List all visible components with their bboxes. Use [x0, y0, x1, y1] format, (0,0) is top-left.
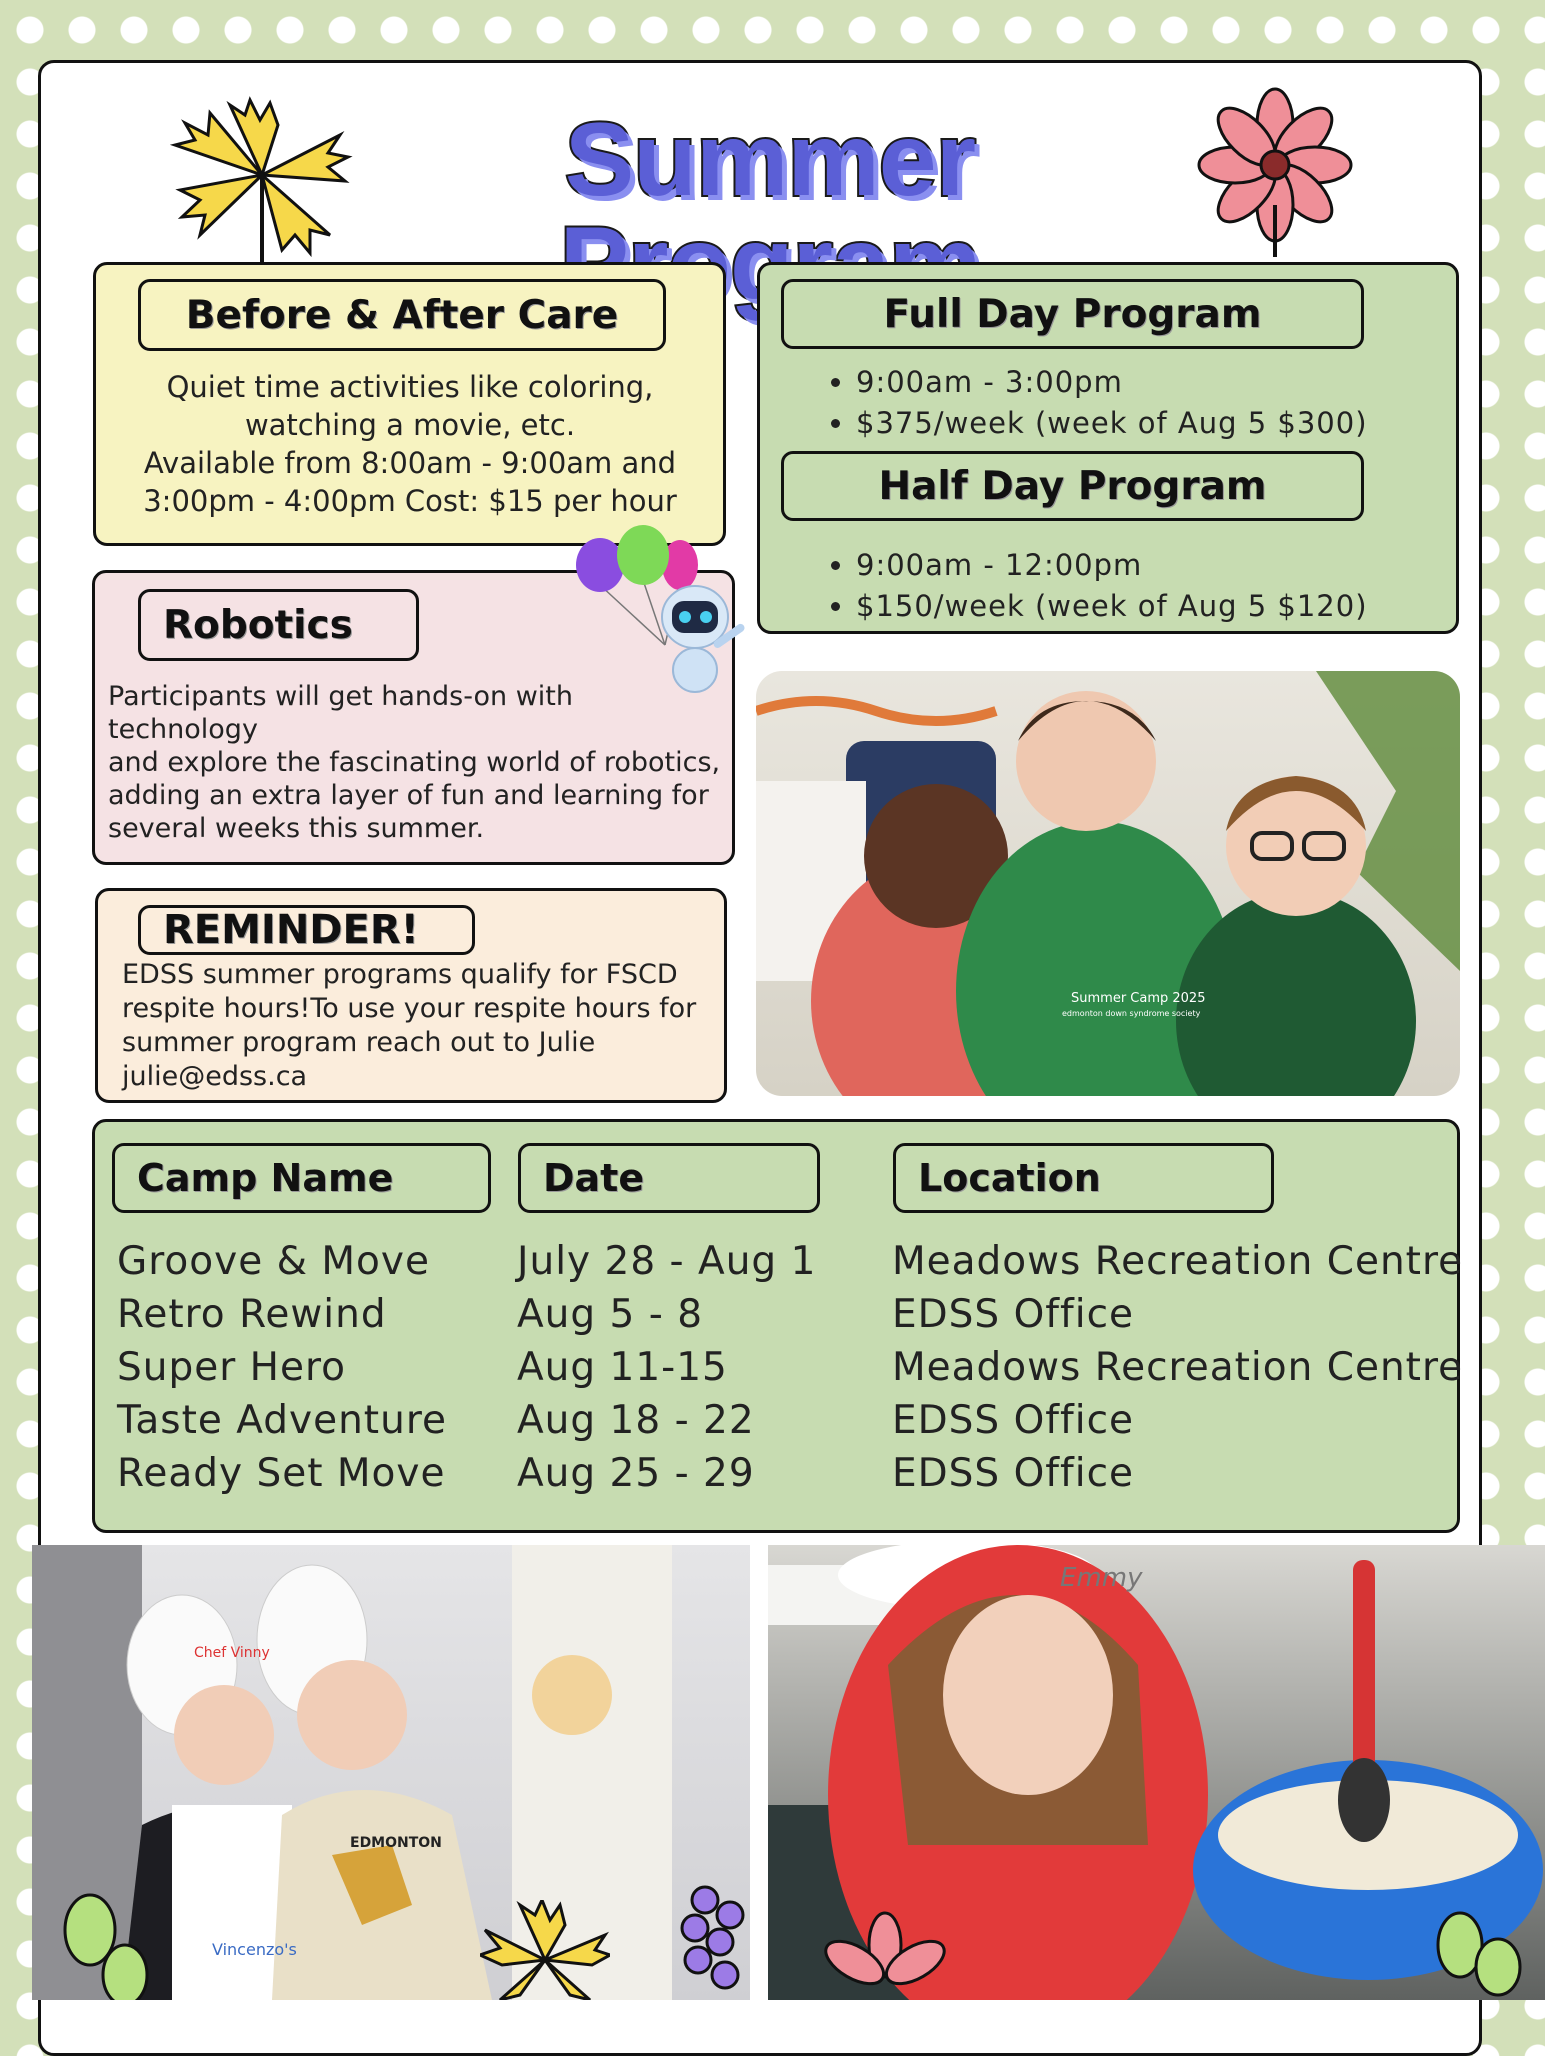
table-cell: Aug 18 - 22 [517, 1398, 755, 1443]
table-cell: July 28 - Aug 1 [517, 1239, 817, 1284]
shirt-text: Summer Camp 2025 [1071, 991, 1206, 1006]
before-after-care-heading: Before & After Care [138, 279, 666, 351]
shirt-subtext: edmonton down syndrome society [1062, 1009, 1201, 1018]
robot-balloons-icon [570, 525, 760, 700]
table-cell: Aug 25 - 29 [517, 1451, 755, 1496]
table-cell: Groove & Move [117, 1239, 430, 1284]
robotics-text: Participants will get hands-on with technology and explore the fascinating world of robotics, adding an extra layer of fun and learning for several weeks this summer. [108, 681, 721, 844]
table-cell: Taste Adventure [117, 1398, 447, 1443]
reminder-heading: REMINDER! [138, 905, 475, 955]
green-leaf-icon [45, 1890, 155, 2000]
table-cell: EDSS Office [892, 1398, 1135, 1443]
table-cell: Aug 5 - 8 [517, 1292, 704, 1337]
table-cell: Meadows Recreation Centre [892, 1239, 1464, 1284]
jersey-text: EDMONTON [350, 1835, 442, 1851]
location-header: Location [893, 1143, 1274, 1213]
table-cell: Meadows Recreation Centre [892, 1345, 1464, 1390]
table-cell: Super Hero [117, 1345, 347, 1390]
photo-group [756, 671, 1460, 1096]
date-header: Date [518, 1143, 820, 1213]
camp-name-column [117, 1235, 447, 1500]
half-day-list: • 9:00am - 12:00pm • $150/week (week of Aug 5 $120) [820, 545, 1368, 627]
pink-flower-bottom-icon [810, 1910, 960, 2000]
full-day-list: • 9:00am - 3:00pm • $375/week (week of Aug 5 $300) [820, 362, 1368, 444]
hat2-text: Emmy [1060, 1563, 1143, 1593]
purple-flower-icon [670, 1880, 760, 2000]
half-day-heading: Half Day Program [781, 451, 1364, 521]
table-cell: EDSS Office [892, 1292, 1135, 1337]
table-cell: Ready Set Move [117, 1451, 446, 1496]
yellow-flower-bottom-icon [480, 1900, 610, 2000]
photo-group-illustration [756, 671, 1460, 1096]
apron-text: Vincenzo's [212, 1940, 297, 1959]
camp-name-header: Camp Name [112, 1143, 491, 1213]
reminder-text: EDSS summer programs qualify for FSCD respite hours!To use your respite hours for summer program reach out to Julie julie@edss.ca [122, 958, 722, 1094]
table-cell: Retro Rewind [117, 1292, 387, 1337]
robotics-heading: Robotics [138, 589, 419, 661]
date-column [517, 1235, 816, 1500]
location-column [892, 1235, 1463, 1500]
full-day-heading: Full Day Program [781, 279, 1364, 349]
table-cell: Aug 11-15 [517, 1345, 728, 1390]
table-cell: EDSS Office [892, 1451, 1135, 1496]
green-leaf-right-icon [1420, 1905, 1530, 2000]
hat-text: Chef Vinny [194, 1645, 270, 1661]
pink-flower-icon [1185, 85, 1365, 260]
contact-email[interactable]: julie@edss.ca [122, 1061, 308, 1092]
page-title: Summer [564, 102, 976, 218]
yellow-flower-icon [170, 95, 355, 265]
before-after-care-text: Quiet time activities like coloring, watching a movie, etc. Available from 8:00am - 9:00am and 3:00pm - 4:00pm Cost: $15 per hour [143, 370, 677, 518]
